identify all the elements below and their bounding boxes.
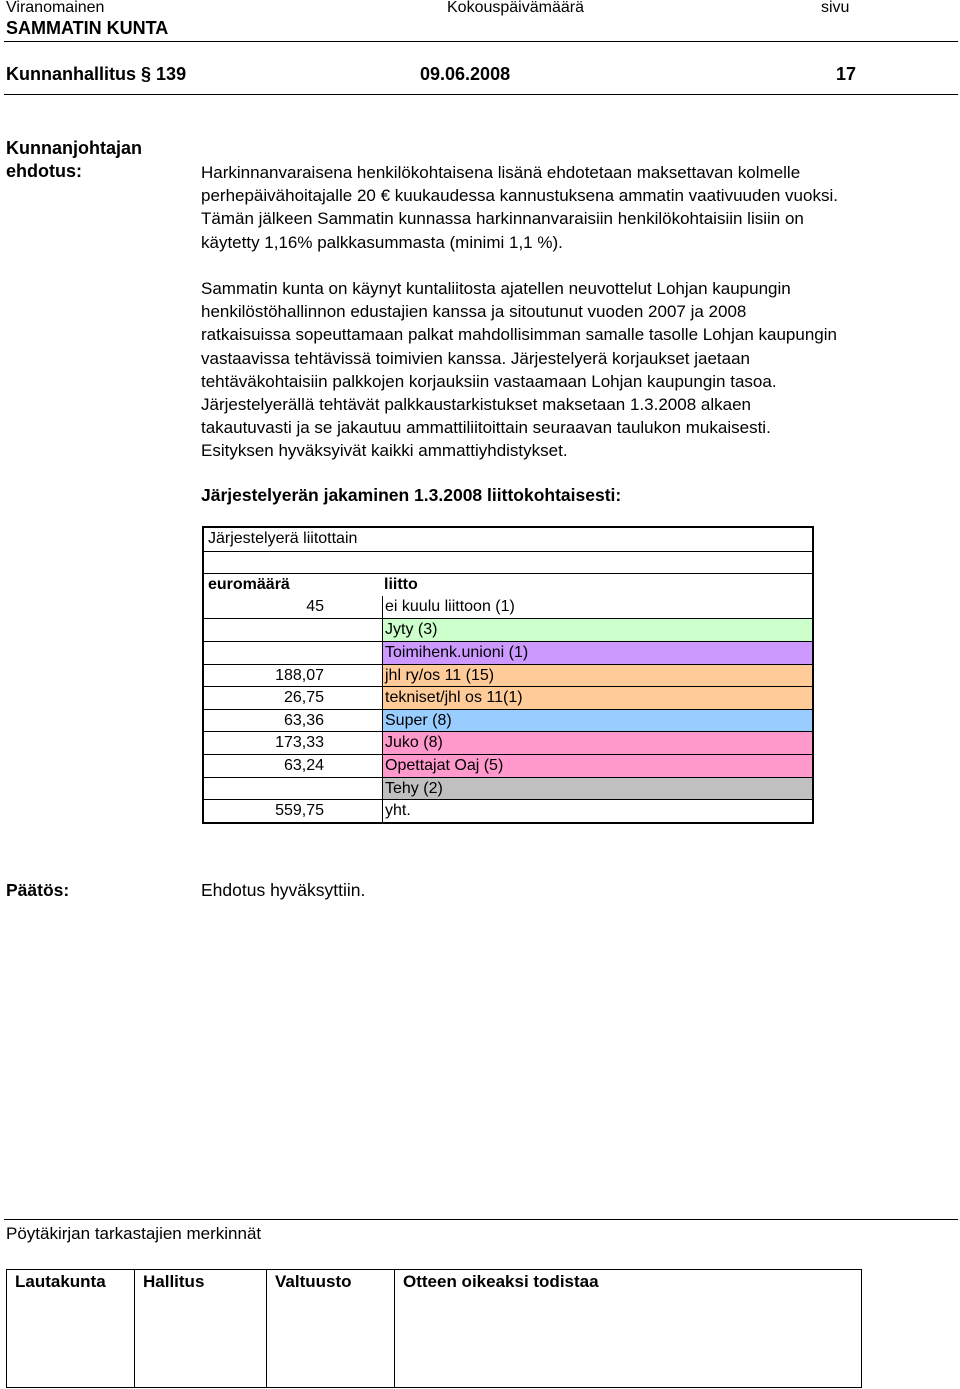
signature-cell-board: Lautakunta <box>15 1272 106 1291</box>
page-label: sivu <box>821 0 850 16</box>
proposal-label-line2: ehdotus: <box>6 161 82 181</box>
review-notes-label: Pöytäkirjan tarkastajien merkinnät <box>6 1224 262 1243</box>
header-divider-bottom <box>4 94 958 95</box>
paragraph-line: käytetty 1,16% palkkasummasta (minimi 1,1 %). <box>201 232 563 252</box>
paragraph-line: Järjestelyerällä tehtävät palkkaustarkistukset maksetaan 1.3.2008 alkaen <box>201 395 751 415</box>
amount-cell: 173,33 <box>275 734 324 752</box>
table-row <box>204 799 812 822</box>
table-header-row <box>204 573 812 596</box>
authority-label: Viranomainen <box>6 0 105 16</box>
meeting-date-label: Kokouspäivämäärä <box>447 0 584 16</box>
section-number: 139 <box>156 64 187 84</box>
union-table-body <box>204 596 812 822</box>
column-header-union: liitto <box>384 576 418 594</box>
union-cell: Tehy (2) <box>382 778 812 800</box>
paragraph-line: Sammatin kunta on käynyt kuntaliitosta ajatellen neuvottelut Lohjan kaupungin <box>201 279 791 298</box>
footer-divider <box>4 1219 958 1220</box>
decision-label: Päätös: <box>6 880 70 900</box>
paragraph-line: Harkinnanvaraisena henkilökohtaisena lisänä ehdotetaan maksettavan kolmelle <box>201 163 801 182</box>
table-row <box>204 686 812 709</box>
section-symbol: § <box>141 64 152 84</box>
blank-cell <box>382 552 812 574</box>
meeting-body <box>6 64 186 85</box>
meeting-date: 09.06.2008 <box>420 64 511 84</box>
union-cell: tekniset/jhl os 11(1) <box>382 687 812 709</box>
union-cell: Toimihenk.unioni (1) <box>382 642 812 664</box>
table-row <box>204 777 812 800</box>
union-cell: Opettajat Oaj (5) <box>382 755 812 777</box>
table-title-row <box>204 528 812 551</box>
table-row <box>204 641 812 664</box>
amount-cell: 559,75 <box>275 802 324 820</box>
table-title: Järjestelyerä liitottain <box>208 530 358 547</box>
distribution-subheading: Järjestelyerän jakaminen 1.3.2008 liittokohtaisesti: <box>201 485 622 505</box>
table-row <box>204 618 812 641</box>
signature-cell-council: Valtuusto <box>266 1270 394 1387</box>
proposal-paragraph-2 <box>201 277 957 463</box>
signature-cell-government: Hallitus <box>134 1270 266 1387</box>
union-cell: ei kuulu liittoon (1) <box>382 596 812 619</box>
organization-name: SAMMATIN KUNTA <box>6 18 169 38</box>
amount-cell <box>204 778 382 800</box>
proposal-paragraph-1 <box>201 161 957 254</box>
amount-cell: 45 <box>306 597 324 615</box>
header-divider-top <box>4 41 958 42</box>
union-cell: yht. <box>382 800 812 822</box>
paragraph-line: henkilöstöhallinnon edustajien kanssa ja sitoutunut vuoden 2007 ja 2008 <box>201 302 747 322</box>
table-row <box>204 596 812 619</box>
table-row <box>204 754 812 777</box>
paragraph-line: tehtäväkohtaisiin palkkojen korjauksiin vastaamaan Lohjan kaupungin tasoa. <box>201 371 777 391</box>
amount-cell <box>204 642 382 664</box>
proposal-label-line1: Kunnanjohtajan <box>6 138 142 158</box>
table-row <box>204 664 812 687</box>
decision-text: Ehdotus hyväksyttiin. <box>201 880 366 900</box>
amount-cell: 63,24 <box>283 756 324 774</box>
paragraph-line: vastaavissa tehtävissä toimivien kanssa. Järjestelyerä korjaukset jaetaan <box>201 348 750 368</box>
amount-cell <box>204 619 382 641</box>
paragraph-line: ratkaisuissa sopeuttamaan palkat mahdollisimman samalle tasolle Lohjan kaupungin <box>201 325 837 345</box>
union-cell: Juko (8) <box>382 732 812 754</box>
union-distribution-table <box>202 526 814 824</box>
signature-cell-certification: Otteen oikeaksi todistaa <box>394 1270 861 1387</box>
paragraph-line: takautuvasti ja se jakautuu ammattiliitoittain seuraavan taulukon mukaisesti. <box>201 418 771 438</box>
paragraph-line: Esityksen hyväksyivät kaikki ammattiyhdistykset. <box>201 441 568 461</box>
signature-table <box>6 1269 862 1388</box>
amount-cell: 63,36 <box>283 711 324 729</box>
column-header-amount: euromäärä <box>208 576 290 594</box>
paragraph-line: Tämän jälkeen Sammatin kunnassa harkinnanvaraisiin henkilökohtaisiin lisiin on <box>201 209 804 229</box>
body-name: Kunnanhallitus <box>6 64 136 84</box>
amount-cell: 188,07 <box>275 666 324 684</box>
union-cell: Super (8) <box>382 710 812 732</box>
amount-cell: 26,75 <box>283 689 324 707</box>
table-row <box>204 709 812 732</box>
table-blank-row <box>204 551 812 574</box>
paragraph-line: perhepäivähoitajalle 20 € kuukaudessa kannustuksena ammatin vaativuuden vuoksi. <box>201 186 838 206</box>
page-number: 17 <box>836 64 857 84</box>
union-cell: Jyty (3) <box>382 619 812 641</box>
table-row <box>204 731 812 754</box>
union-cell: jhl ry/os 11 (15) <box>382 665 812 687</box>
